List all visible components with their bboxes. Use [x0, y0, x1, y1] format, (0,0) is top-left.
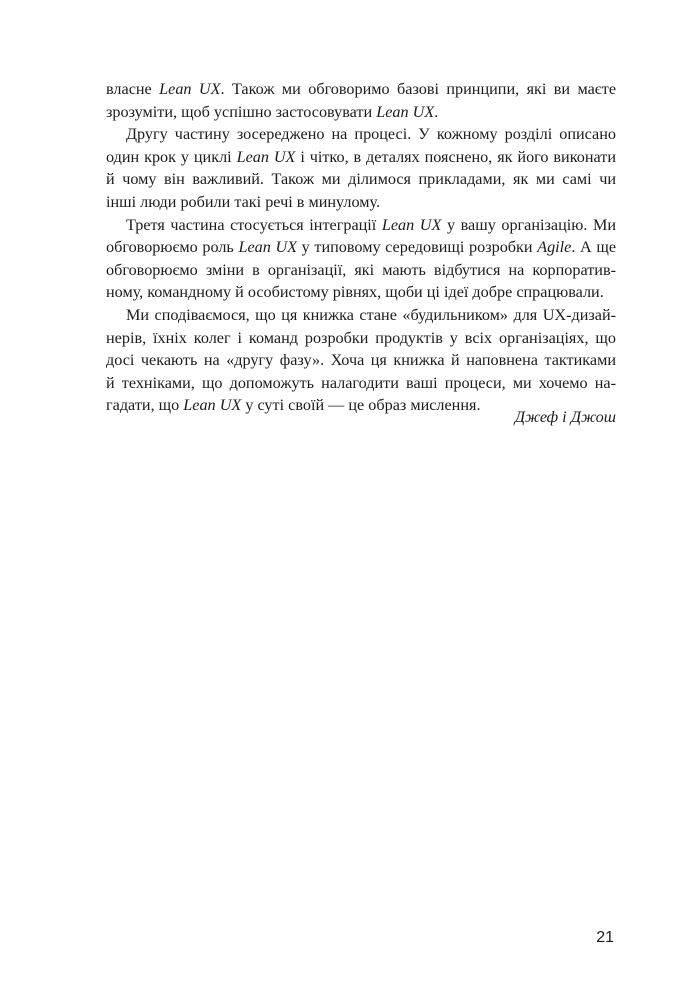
- text-run: обговорюємо роль: [106, 238, 239, 257]
- text-run: нерів, їхніх колег і команд розробки продуктів у всіх організаціях, що: [106, 328, 616, 347]
- text-run: зрозуміти, щоб успішно застосовувати: [106, 102, 377, 121]
- text-run: власне: [106, 80, 160, 98]
- text-line: [106, 281, 616, 304]
- text-run: у суті своїй — це образ мислення.: [241, 396, 481, 415]
- italic-term: Lean UX: [236, 147, 296, 166]
- text-run: й техніками, що допоможуть налагодити ваші процеси, ми хочемо на-: [106, 373, 616, 392]
- text-run: один крок у циклі: [106, 147, 237, 166]
- text-line: [106, 372, 616, 395]
- text-run: у типовому середовищі розробки: [297, 238, 538, 257]
- page-number: 21: [596, 929, 614, 946]
- text-line: [106, 327, 616, 350]
- text-run: і чітко, в деталях пояснено, як його виконати: [295, 147, 617, 166]
- body-text: [106, 78, 616, 417]
- text-run: .: [434, 102, 439, 121]
- text-run: й чому він важливий. Також ми ділимося прикладами, як ми самі чи: [106, 170, 616, 189]
- text-run: гадати, що: [106, 396, 184, 415]
- text-run: ному, командному й особистому рівнях, щоби ці ідеї добре спрацювали.: [106, 283, 604, 302]
- italic-term: Lean UX: [183, 396, 242, 415]
- text-run: . Також ми обговоримо базові принципи, які ви маєте: [220, 80, 617, 98]
- text-run: Третя частина стосується інтеграції: [126, 215, 382, 234]
- text-run: у вашу організацію. Ми: [441, 215, 617, 234]
- text-line: [106, 259, 616, 282]
- italic-term: Lean UX: [381, 215, 442, 234]
- text-line: [106, 78, 616, 101]
- italic-term: Lean UX: [238, 238, 298, 257]
- text-line: [106, 304, 616, 327]
- text-line: [106, 146, 616, 169]
- text-line: [106, 168, 616, 191]
- text-line: [106, 191, 616, 214]
- text-run: досі чекають на «другу фазу». Хоча ця книжка й наповнена тактиками: [106, 351, 616, 370]
- text-run: обговорюємо зміни в організації, які мають відбутися на корпоратив-: [106, 260, 616, 279]
- text-run: Ми сподіваємося, що ця книжка стане «будильником» для UX-дизай-: [126, 305, 616, 324]
- italic-term: Lean UX: [159, 80, 221, 98]
- text-line: [106, 101, 616, 124]
- text-line: [106, 236, 616, 259]
- text-run: інші люди робили такі речі в минулому.: [106, 192, 381, 211]
- text-run: . А ще: [571, 238, 616, 257]
- text-line: [106, 349, 616, 372]
- signature: Джеф і Джош: [514, 408, 616, 426]
- text-line: [106, 214, 616, 237]
- italic-term: Lean UX: [376, 102, 435, 121]
- italic-term: Agile: [537, 238, 572, 257]
- text-run: Другу частину зосереджено на процесі. У кожному розділі описано: [126, 125, 616, 144]
- text-line: [106, 123, 616, 146]
